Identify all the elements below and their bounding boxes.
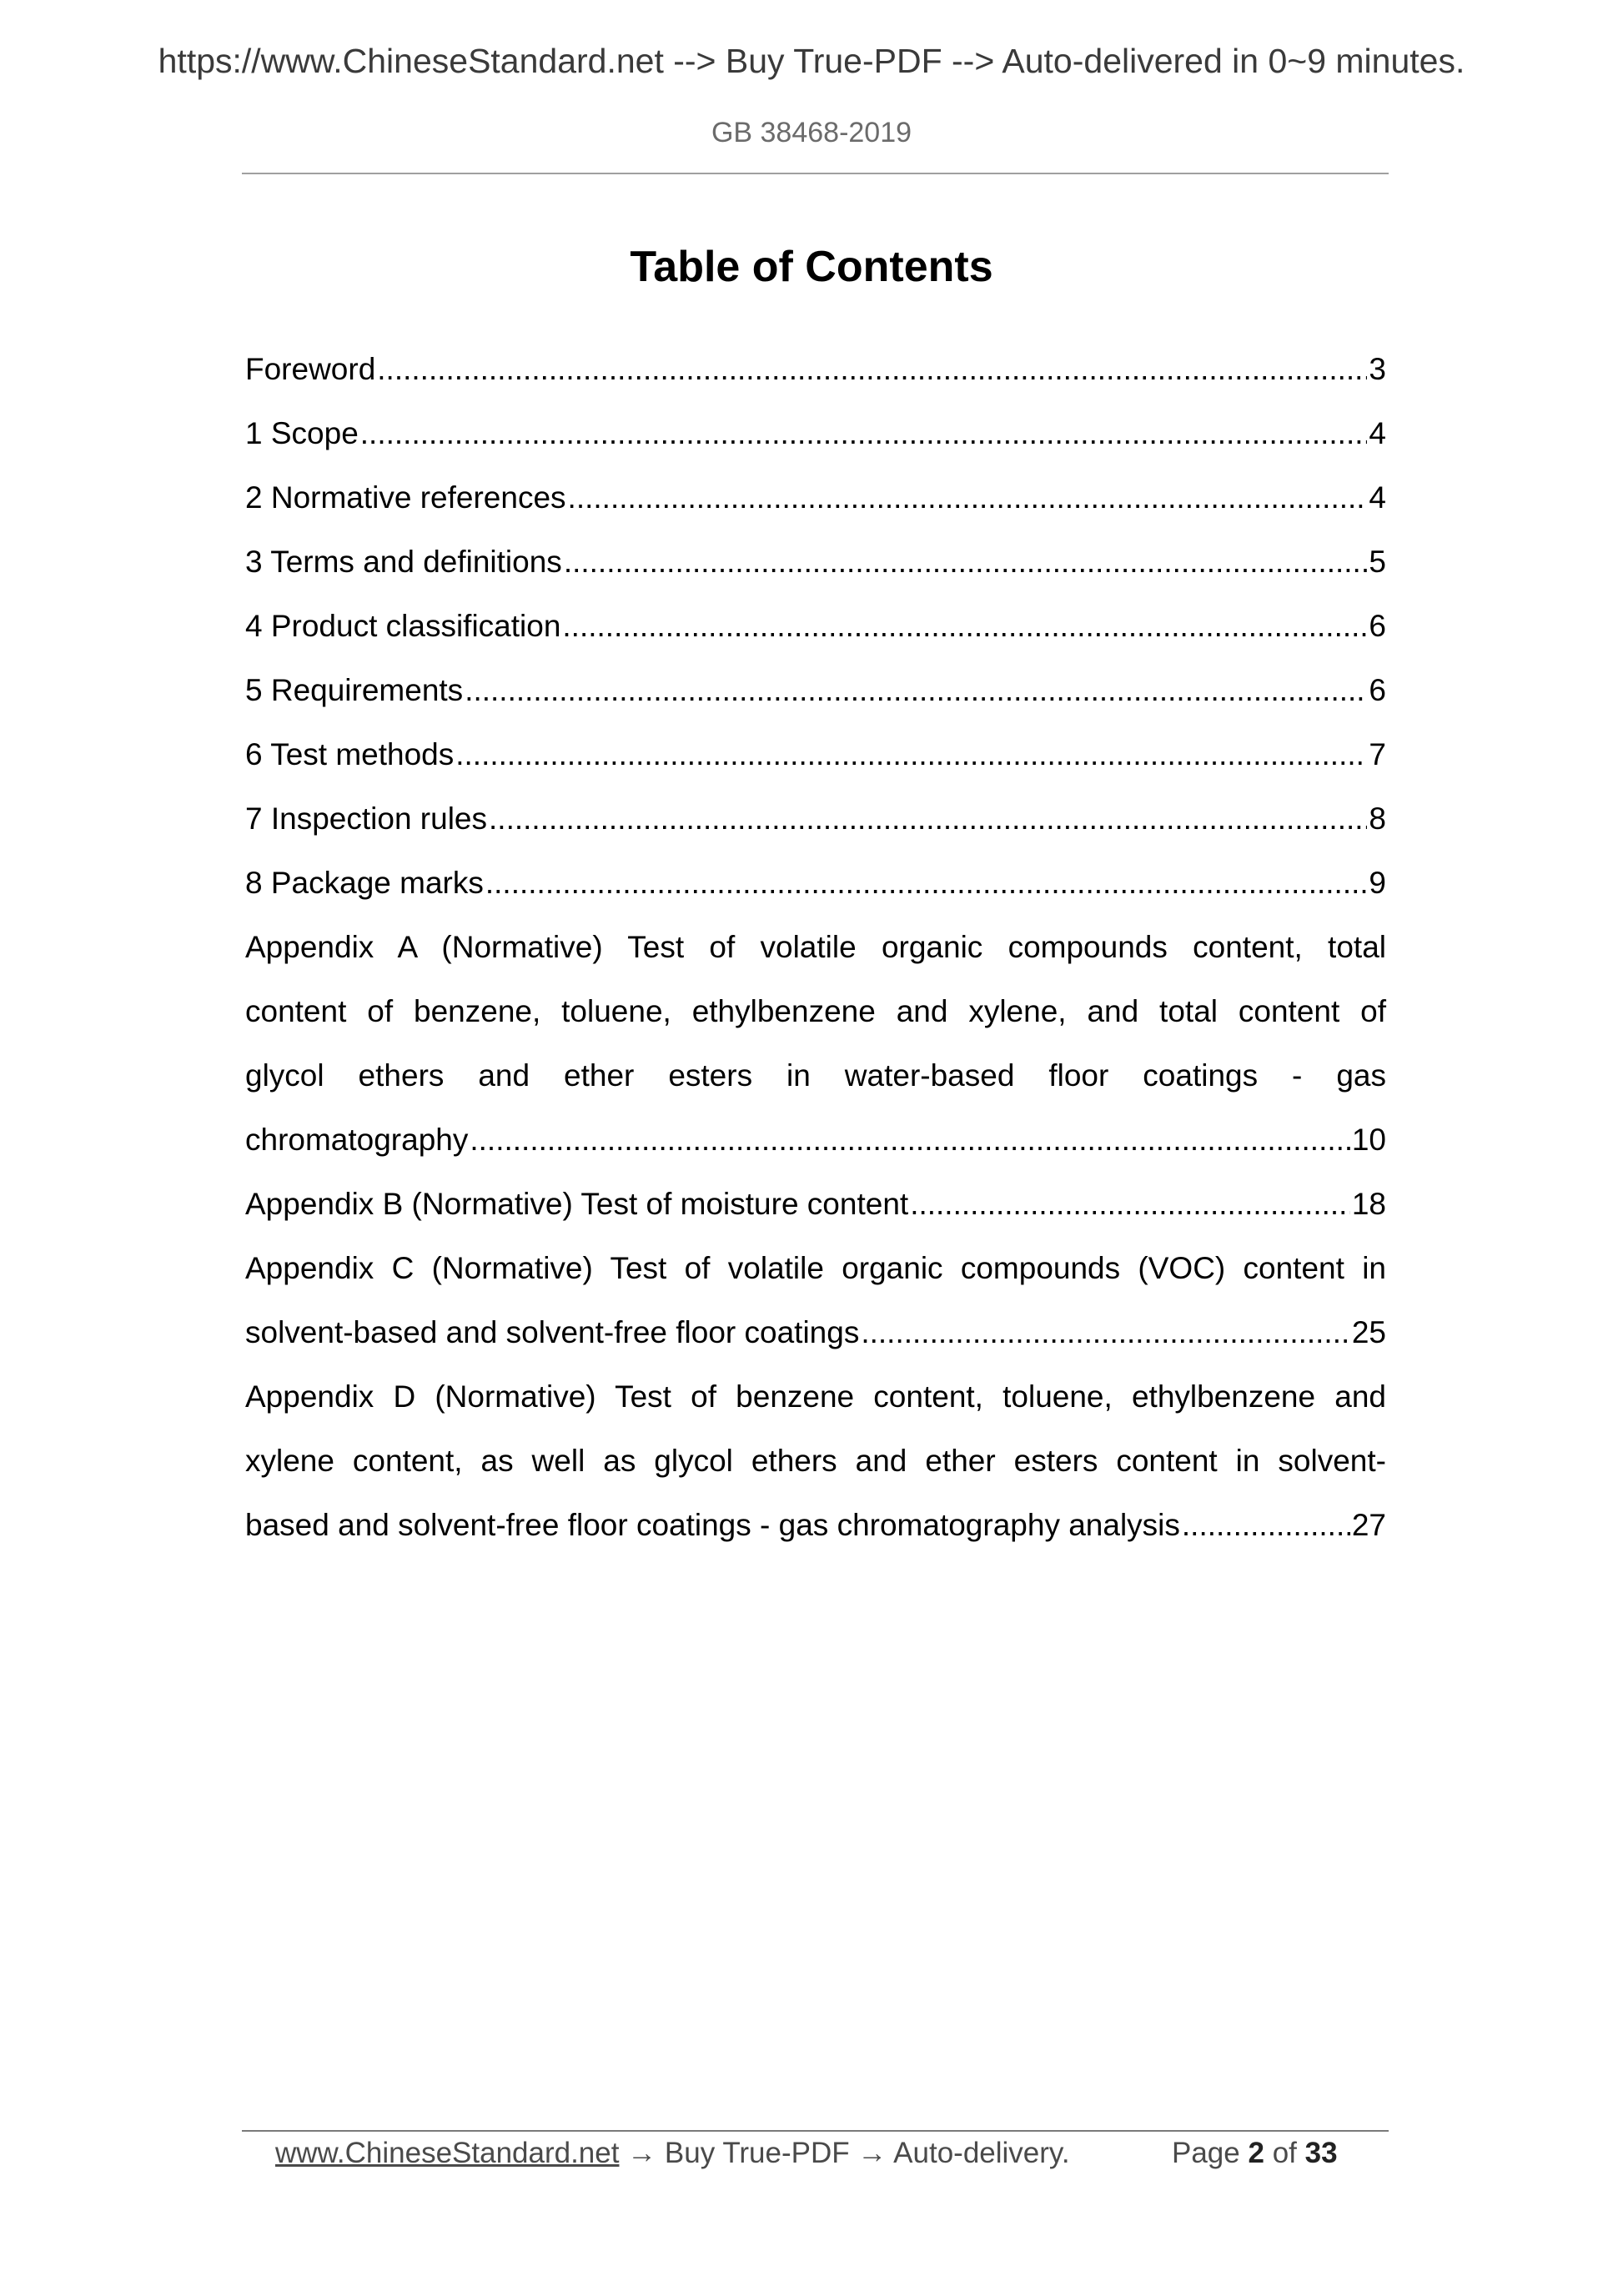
- toc-entry-label-line: Appendix A (Normative) Test of volatile organic compounds content, total: [245, 930, 1386, 964]
- toc-entry-label-line: content of benzene, toluene, ethylbenzene and xylene, and total content of: [245, 994, 1386, 1028]
- leader-dots: [360, 401, 1368, 465]
- toc-entry-appendix-d[interactable]: [245, 1364, 1386, 1557]
- header-divider: [242, 173, 1389, 174]
- toc-page-number: 6: [1369, 673, 1386, 707]
- toc-page-number: 4: [1369, 416, 1386, 450]
- toc-entry-label-line: based and solvent-free floor coatings - gas chromatography analysis: [245, 1508, 1180, 1542]
- toc-entry-package[interactable]: [245, 851, 1386, 915]
- toc-entry-label-line: chromatography: [245, 1123, 469, 1157]
- toc-entry-terms[interactable]: [245, 530, 1386, 594]
- toc-page-number: 5: [1369, 545, 1386, 579]
- toc-entry-normative-references[interactable]: [245, 465, 1386, 530]
- toc-entry-label: 4 Product classification: [245, 609, 561, 643]
- toc-entry-appendix-b[interactable]: [245, 1172, 1386, 1236]
- leader-dots: [861, 1300, 1350, 1364]
- toc-entry-scope[interactable]: [245, 401, 1386, 465]
- toc-entry-label: 1 Scope: [245, 416, 359, 450]
- toc-entry-appendix-c[interactable]: [245, 1236, 1386, 1364]
- page-of: of: [1272, 2137, 1297, 2169]
- toc-page-number: 8: [1369, 801, 1386, 836]
- leader-dots: [1182, 1493, 1350, 1557]
- leader-dots: [485, 851, 1368, 915]
- toc-entry-label: 5 Requirements: [245, 673, 464, 707]
- leader-dots: [564, 530, 1368, 594]
- toc-entry-label: 8 Package marks: [245, 866, 484, 900]
- page-label: Page: [1172, 2137, 1240, 2169]
- footer-tagline: → Buy True-PDF → Auto-delivery.: [619, 2137, 1070, 2169]
- toc-page-number: 25: [1351, 1315, 1386, 1349]
- toc-entry-appendix-a[interactable]: [245, 915, 1386, 1172]
- leader-dots: [465, 658, 1367, 722]
- page-total: 33: [1304, 2137, 1338, 2169]
- toc-entry-label-line: Appendix C (Normative) Test of volatile organic compounds (VOC) content in: [245, 1251, 1386, 1285]
- leader-dots: [568, 465, 1368, 530]
- standard-number: GB 38468-2019: [711, 117, 912, 148]
- toc-entry-label: 7 Inspection rules: [245, 801, 488, 836]
- leader-dots: [489, 786, 1367, 851]
- toc-entry-label-line: glycol ethers and ether esters in water-based floor coatings - gas: [245, 1058, 1386, 1093]
- toc-page-number: 6: [1369, 609, 1386, 643]
- toc-entry-label: Foreword: [245, 352, 376, 386]
- toc-entry-label-line: Appendix D (Normative) Test of benzene content, toluene, ethylbenzene and: [245, 1379, 1386, 1414]
- toc-entry-label-line: xylene content, as well as glycol ethers and ether esters content in solvent-: [245, 1444, 1386, 1478]
- leader-dots: [910, 1172, 1350, 1236]
- footer-promo: [275, 2137, 1070, 2170]
- toc-entry-label: 2 Normative references: [245, 480, 566, 515]
- leader-dots: [455, 722, 1367, 786]
- toc-entry-label: Appendix B (Normative) Test of moisture content: [245, 1187, 909, 1221]
- page-indicator: [1172, 2137, 1338, 2170]
- toc-page-number: 27: [1351, 1508, 1386, 1542]
- footer-divider: [242, 2130, 1389, 2132]
- table-of-contents: [245, 337, 1386, 1557]
- toc-entry-label-line: solvent-based and solvent-free floor coatings: [245, 1315, 860, 1349]
- toc-entry-requirements[interactable]: [245, 658, 1386, 722]
- toc-entry-foreword[interactable]: [245, 337, 1386, 401]
- toc-entry-label: 6 Test methods: [245, 737, 455, 771]
- toc-page-number: 4: [1369, 480, 1386, 515]
- toc-page-number: 9: [1369, 866, 1386, 900]
- toc-page-number: 18: [1351, 1187, 1386, 1221]
- toc-page-number: 10: [1351, 1123, 1386, 1157]
- page-current: 2: [1248, 2137, 1264, 2169]
- toc-page-number: 3: [1369, 352, 1386, 386]
- page-title: Table of Contents: [630, 243, 993, 291]
- leader-dots: [470, 1108, 1349, 1172]
- leader-dots: [562, 594, 1367, 658]
- toc-entry-classification[interactable]: [245, 594, 1386, 658]
- site-link[interactable]: www.ChineseStandard.net: [275, 2137, 620, 2169]
- toc-entry-inspection[interactable]: [245, 786, 1386, 851]
- toc-entry-test-methods[interactable]: [245, 722, 1386, 786]
- toc-page-number: 7: [1369, 737, 1386, 771]
- source-banner: https://www.ChineseStandard.net --> Buy True-PDF --> Auto-delivered in 0~9 minutes.: [158, 42, 1465, 80]
- toc-entry-label: 3 Terms and definitions: [245, 545, 562, 579]
- leader-dots: [377, 337, 1367, 401]
